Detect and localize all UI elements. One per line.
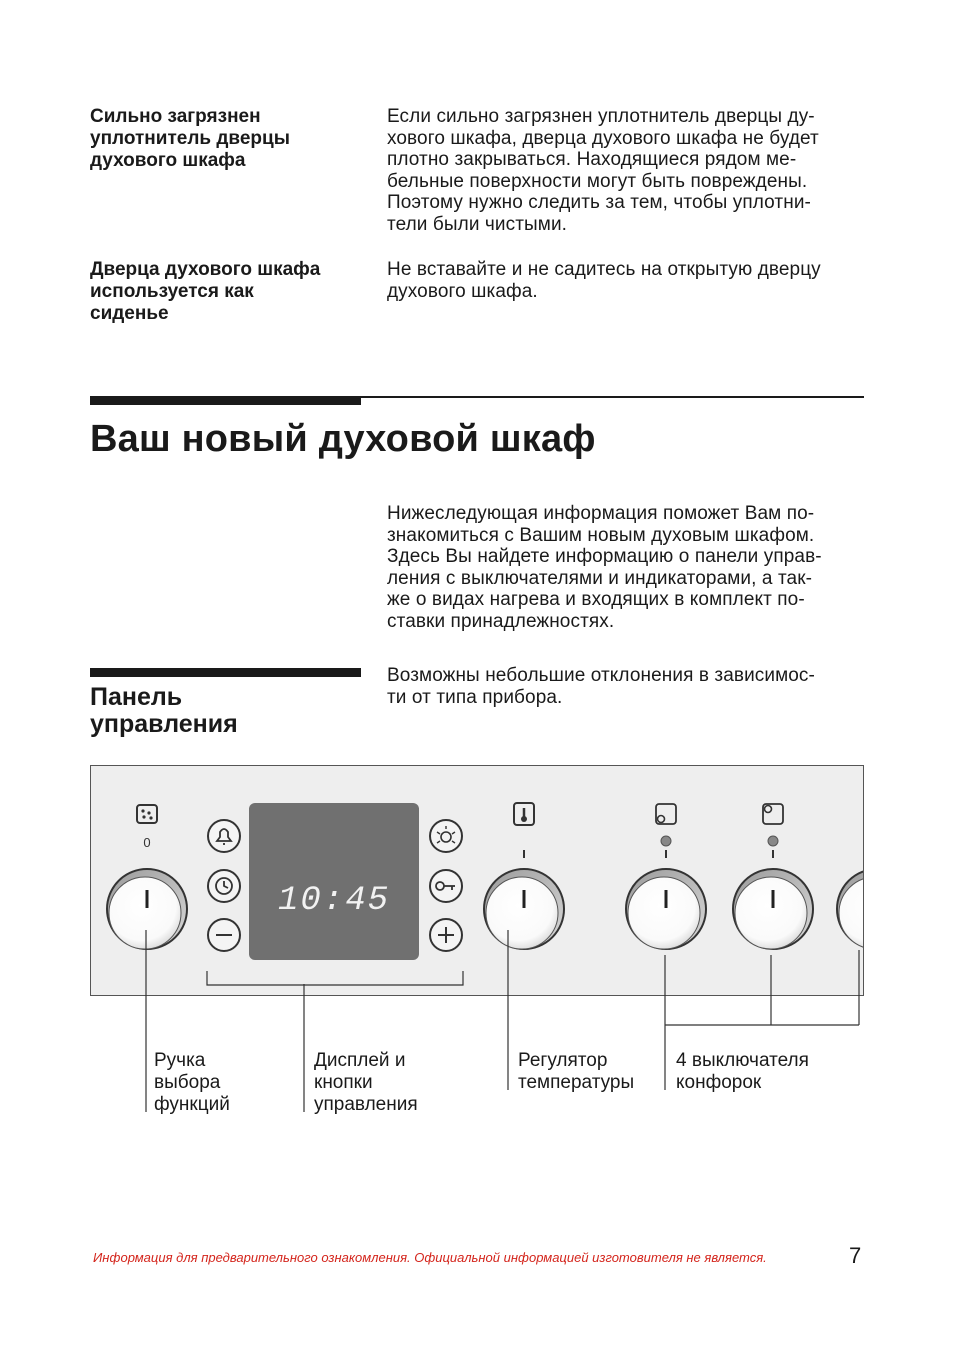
warning-title-line: духового шкафа bbox=[90, 150, 246, 171]
text-line: Поэтому нужно следить за тем, чтобы уплотни- bbox=[387, 192, 811, 214]
text-line: бельные поверхности могут быть повреждены. bbox=[387, 170, 808, 192]
warning-title-line: сиденье bbox=[90, 303, 169, 324]
display-time: 10:45 bbox=[277, 882, 391, 920]
text-line: ления с выключателями и индикаторами, а так- bbox=[387, 567, 813, 589]
subsection-title-line: Панель bbox=[90, 683, 183, 711]
text-line: тели были чистыми. bbox=[387, 213, 568, 235]
callout-line: управления bbox=[314, 1094, 418, 1115]
text-line: ставки принадлежностях. bbox=[387, 610, 615, 632]
text-line: плотно закрываться. Находящиеся рядом ме- bbox=[387, 149, 797, 171]
subsection-title-line: управления bbox=[90, 710, 238, 738]
text-line: ти от типа прибора. bbox=[387, 686, 563, 708]
footer-disclaimer: Информация для предварительного ознакомления. Официальной информацией изготовителя не является. bbox=[93, 1250, 767, 1265]
callout-line: функций bbox=[154, 1094, 230, 1115]
function-knob-mark: 0 bbox=[143, 835, 151, 850]
callout-line: Ручка bbox=[154, 1050, 206, 1071]
callout-display-buttons bbox=[314, 1050, 418, 1116]
text-line: Не вставайте и не садитесь на открытую дверцу bbox=[387, 259, 821, 280]
text-line: же о видах нагрева и входящих в комплект по- bbox=[387, 589, 805, 611]
callout-line: кнопки bbox=[314, 1072, 373, 1093]
callout-line: Регулятор bbox=[518, 1050, 608, 1071]
callout-hob-switches bbox=[676, 1050, 809, 1094]
callout-line: 4 выключателя bbox=[676, 1050, 809, 1071]
callout-temperature-knob bbox=[518, 1050, 634, 1094]
text-line: духового шкафа. bbox=[387, 280, 538, 302]
callout-function-knob bbox=[154, 1050, 230, 1116]
page-number: 7 bbox=[849, 1243, 862, 1268]
callout-line: конфорок bbox=[676, 1072, 762, 1093]
callout-line: Дисплей и bbox=[314, 1050, 406, 1071]
text-line: Возможны небольшие отклонения в зависимос- bbox=[387, 665, 815, 686]
callout-line: выбора bbox=[154, 1072, 221, 1093]
section-title: Ваш новый духовой шкаф bbox=[90, 418, 596, 460]
text-line: знакомиться с Вашим новым духовым шкафом. bbox=[387, 524, 815, 546]
warning-title-line: используется как bbox=[90, 281, 254, 302]
warning-title-line: Дверца духового шкафа bbox=[90, 259, 321, 280]
text-line: хового шкафа, дверца духового шкафа не будет bbox=[387, 127, 819, 149]
warning-title-line: уплотнитель дверцы bbox=[90, 128, 290, 149]
warning-title-line: Сильно загрязнен bbox=[90, 106, 261, 127]
text-line: Нижеследующая информация поможет Вам по- bbox=[387, 503, 815, 524]
text-line: Здесь Вы найдете информацию о панели управ- bbox=[387, 546, 822, 568]
callout-line: температуры bbox=[518, 1072, 635, 1093]
text-line: Если сильно загрязнен уплотнитель дверцы ду- bbox=[387, 106, 815, 127]
